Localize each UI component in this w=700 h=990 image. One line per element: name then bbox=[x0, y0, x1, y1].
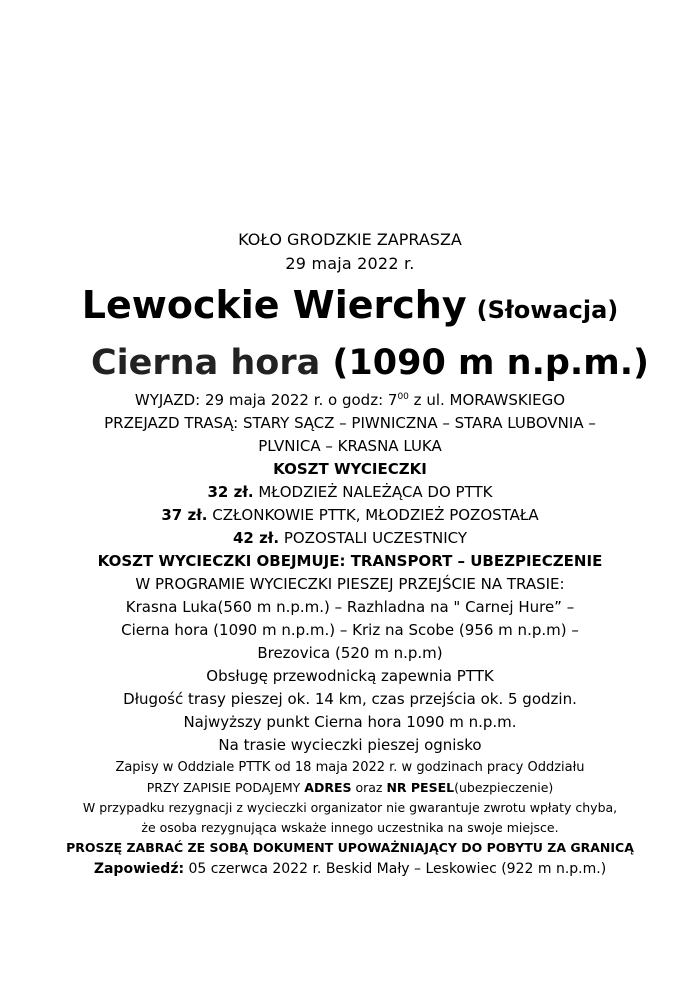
guide-info: Obsługę przewodnicką zapewnia PTTK bbox=[206, 667, 494, 685]
document-notice-text: PROSZĘ ZABRAĆ ZE SOBĄ DOKUMENT UPOWAŻNIAJĄCY DO POBYTU ZA GRANICĄ bbox=[66, 840, 634, 855]
announcement-label: Zapowiedź: bbox=[93, 861, 185, 877]
departure-suffix: z ul. MORAWSKIEGO bbox=[408, 391, 566, 409]
intro-text: KOŁO GRODZKIE ZAPRASZA bbox=[238, 230, 462, 249]
peak-altitude: (1090 m n.p.m.) bbox=[332, 343, 649, 383]
signup-pesel: NR PESEL bbox=[386, 780, 455, 795]
bonfire-info: Na trasie wycieczki pieszej ognisko bbox=[218, 736, 482, 754]
signup-line-2 bbox=[0, 778, 700, 798]
program-line-3: Brezovica (520 m n.p.m) bbox=[257, 644, 443, 662]
signup-address: ADRES bbox=[304, 780, 352, 795]
cost-heading-text: KOSZT WYCIECZKI bbox=[273, 460, 427, 478]
cost-price: 37 zł. bbox=[161, 506, 208, 524]
resignation-line-2: że osoba rezygnująca wskaże innego uczestnika na swoje miejsce. bbox=[141, 820, 559, 835]
cost-label: CZŁONKOWIE PTTK, MŁODZIEŻ POZOSTAŁA bbox=[207, 506, 539, 524]
highest-point: Najwyższy punkt Cierna hora 1090 m n.p.m. bbox=[183, 713, 517, 731]
document-notice bbox=[0, 838, 700, 858]
country-label: (Słowacja) bbox=[476, 296, 619, 324]
event-date: 29 maja 2022 r. bbox=[285, 254, 415, 273]
announcement-text: 05 czerwca 2022 r. Beskid Mały – Leskowiec (922 m n.p.m.) bbox=[184, 861, 607, 877]
cost-heading bbox=[0, 458, 700, 481]
signup-text-c: oraz bbox=[351, 780, 387, 795]
flyer bbox=[0, 228, 700, 880]
cost-includes bbox=[0, 550, 700, 573]
cost-price: 42 zł. bbox=[232, 529, 280, 547]
cost-label: POZOSTALI UCZESTNICY bbox=[279, 529, 468, 547]
cost-item bbox=[0, 481, 700, 504]
departure-prefix: WYJAZD: 29 maja 2022 r. o godz: 7 bbox=[134, 391, 398, 409]
resignation-line-1: W przypadku rezygnacji z wycieczki organizator nie gwarantuje zwrotu wpłaty chyba, bbox=[82, 800, 618, 815]
signup-text-a: PRZY ZAPISIE PODAJEMY bbox=[146, 780, 305, 795]
signup-line-1: Zapisy w Oddziale PTTK od 18 maja 2022 r. w godzinach pracy Oddziału bbox=[115, 760, 585, 775]
signup-text-e: (ubezpieczenie) bbox=[454, 780, 554, 795]
announcement-line bbox=[0, 858, 700, 880]
route-line-1: PRZEJAZD TRASĄ: STARY SĄCZ – PIWNICZNA – STARA LUBOVNIA – bbox=[104, 414, 596, 432]
cost-item bbox=[0, 527, 700, 550]
departure-minutes: 00 bbox=[397, 392, 409, 402]
trail-length: Długość trasy pieszej ok. 14 km, czas przejścia ok. 5 godzin. bbox=[123, 690, 577, 708]
departure-line bbox=[0, 389, 700, 412]
main-title: Lewockie Wierchy bbox=[81, 283, 467, 327]
cost-item bbox=[0, 504, 700, 527]
route-line-2: PLVNICA – KRASNA LUKA bbox=[258, 437, 442, 455]
program-line-1: Krasna Luka(560 m n.p.m.) – Razhladna na " Carnej Hure” – bbox=[125, 598, 575, 616]
program-intro: W PROGRAMIE WYCIECZKI PIESZEJ PRZEJŚCIE NA TRASIE: bbox=[135, 575, 565, 593]
cost-label: MŁODZIEŻ NALEŻĄCA DO PTTK bbox=[253, 483, 493, 501]
program-line-2: Cierna hora (1090 m n.p.m.) – Kriz na Scobe (956 m n.p.m) – bbox=[121, 621, 579, 639]
cost-price: 32 zł. bbox=[207, 483, 254, 501]
peak-name: Cierna hora bbox=[90, 343, 321, 383]
title-line bbox=[0, 278, 700, 337]
subtitle-line bbox=[0, 337, 700, 389]
cost-includes-text: KOSZT WYCIECZKI OBEJMUJE: TRANSPORT – UBEZPIECZENIE bbox=[97, 552, 603, 570]
